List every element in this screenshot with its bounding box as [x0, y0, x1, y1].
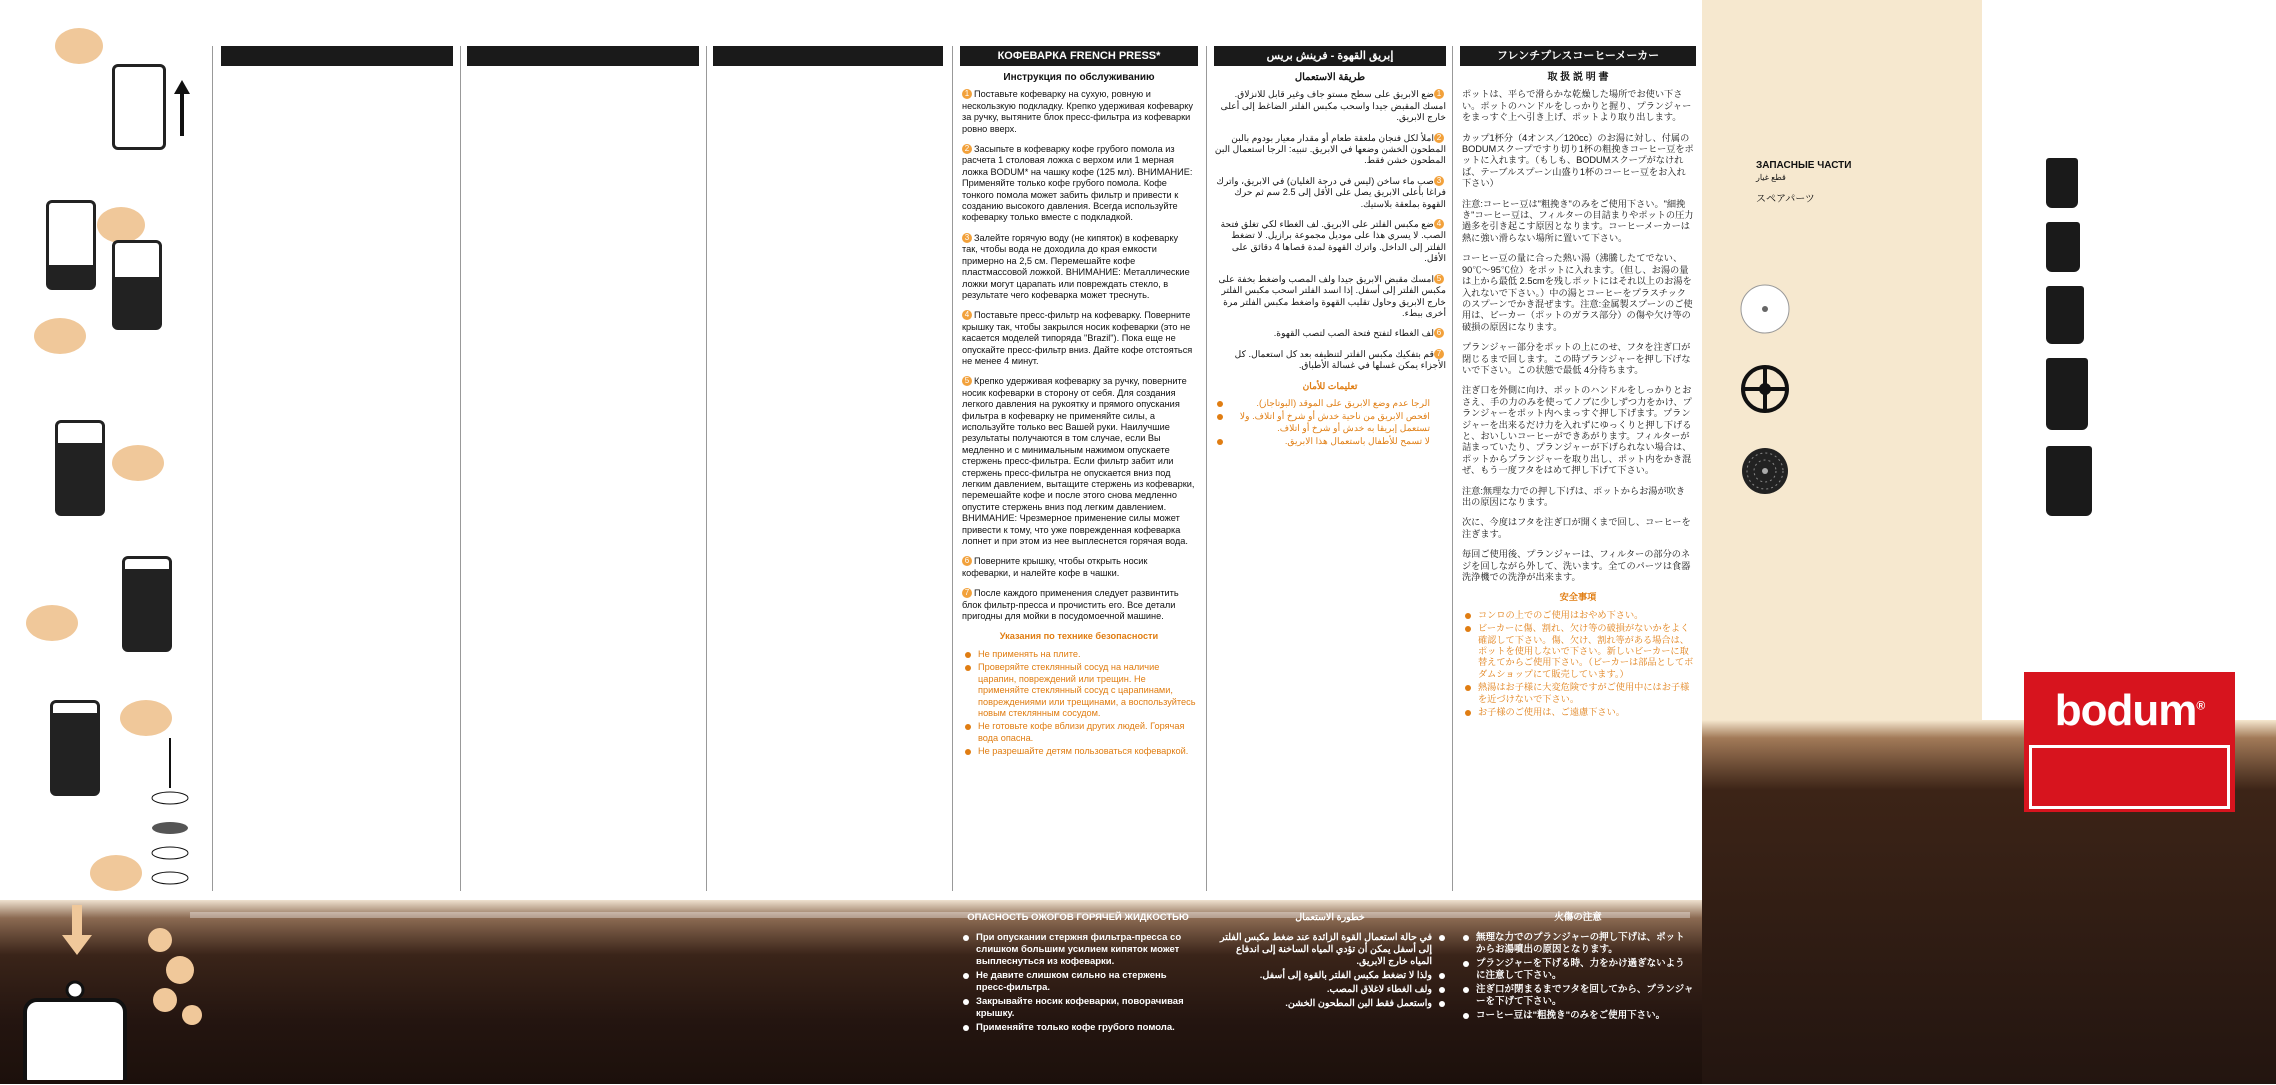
step-text: 2 Засыпьте в кофеварку кофе грубого помола из расчета 1 столовая ложка с верхом или 1 мерная ложка BODUM* на чашку кофе (125 мл). ВНИМАНИЕ: Применяйте только кофе грубого помола. Кофе тонкого помола может забить фильтр и привести к созданию высокого давления. Всегда используйте кофеварку только вместе с подкладкой.	[962, 144, 1193, 223]
step-marker-4	[112, 445, 164, 481]
step-marker-7	[90, 855, 142, 891]
russian-instructions	[962, 72, 1196, 760]
step-text: 注ぎ口を外側に向け、ポットのハンドルをしっかりとおさえ、手の力のみを使ってノブに少しずつ力をかけ、プランジャーをポット内へまっすぐ押し下げます。プランジャーを出来るだけ力を入れずにゆっくりと押し下げると、おいしいコーヒーができあがります。フィルターが詰まっていたり、プランジャーが下げられない場合は、ポットからプランジャーを取り出し、ポット内をかき混ぜ、もう一度フタをはめて押し下げて下さい。	[1462, 385, 1692, 476]
step-marker-1	[55, 28, 103, 64]
japanese-subtitle: 取 扱 説 明 書	[1547, 72, 1609, 83]
step-text: 5امسك مقبض الابريق جيدا ولف المصب واضغط بخفة على مكبس الفلتر إلى أسفل. إذا انسد الفلتر اسحب مكبس الفلتر خارج الابريق وحاول تقليب القهوة واضغط مكبس الفلتر مرة أخرى ببطء.	[1218, 273, 1446, 318]
step-text: 1ضع الابريق على سطح مستو جاف وغير قابل للانزلاق. امسك المقبض جيدا واسحب مكبس الفلتر الضاغط إلى أعلى خارج الابريق.	[1220, 89, 1446, 123]
up-arrow-icon	[178, 80, 186, 130]
blank-column-header-2	[467, 46, 699, 66]
press-illustration-2	[46, 200, 96, 290]
down-arrow-icon	[62, 905, 92, 955]
step-text: 5 Крепко удерживая кофеварку за ручку, поверните носик кофеварки в сторону от себя. Для создания легкого давления на рукоятку и прямого опускания фильтра в кофеварку не применяйте силы, а используйте только вес Вашей руки. Наилучшие результаты получаются в том случае, если Вы медленно и с минимальным нажимом опускаете стержень пресс-фильтра. Если фильтр забит или стержень пресс-фильтра не опускается вниз под легким давлением, вытащите стержень из кофеварки, перемешайте кофе и после этого снова медленно опустите стержень вниз под легким давлением. ВНИМАНИЕ: Чрезмерное применение силы может привести к тому, что уже поврежденная кофеварка лопнет и при этом из нее выплеснется горячая вода.	[962, 376, 1195, 547]
spare-beaker-1	[2046, 158, 2078, 208]
arabic-safety-list: الرجا عدم وضع الابريق على الموقد (البوتاجاز). افحص الابريق من ناحية خدش أو شرخ أو اتلاف. ولا تستعمل إبريقا به خدش أو شرخ أو اتلاف. لا تسمح للأطفال باستعمال هذا الابريق.	[1214, 398, 1446, 448]
step-marker-5	[26, 605, 78, 641]
press-illustration-4	[55, 420, 105, 516]
press-illustration-5	[122, 556, 172, 652]
spare-mesh-filter-icon	[1740, 446, 1790, 496]
step-text: 6 Поверните крышку, чтобы открыть носик кофеварки, и налейте кофе в чашки.	[962, 556, 1148, 578]
russian-header: КОФЕВАРКА FRENCH PRESS*	[960, 46, 1198, 66]
step-text: 毎回ご使用後、プランジャーは、フィルターの部分のネジを回しながら外して、洗います。全てのパーツは食器洗浄機での洗浄が出来ます。	[1462, 549, 1691, 583]
spare-parts-title-ar: قطع غيار	[1756, 173, 1786, 182]
filter-parts-illustration	[150, 738, 190, 898]
step-illustrations	[0, 0, 200, 1084]
russian-safety-title: Указания по технике безопасности	[999, 631, 1159, 642]
arabic-safety-title: تعليمات للأمان	[1302, 380, 1358, 391]
bodum-logo: bodum®	[2024, 672, 2235, 812]
column-divider	[1206, 46, 1207, 891]
column-divider	[706, 46, 707, 891]
spare-beaker-4	[2046, 358, 2088, 430]
column-divider	[952, 46, 953, 891]
step-text: 3صب ماء ساخن (ليس في درجة الغليان) في الابريق، واترك فراغا بأعلى الابريق يصل على الأقل إلى 2.5 سم ثم حرك القهوة بملعقة بلاستيك.	[1216, 175, 1446, 209]
step-text: 次に、今度はフタを注ぎ口が開くまで回し、コーヒーを注ぎます。	[1462, 517, 1691, 539]
step-text: プランジャー部分をポットの上にのせ、フタを注ぎ口が閉じるまで回します。この時プランジャーを押し下げないで下さい。この状態で最低 4分待ちます。	[1462, 342, 1691, 375]
japanese-header: フレンチプレスコーヒーメーカー	[1460, 46, 1696, 66]
spare-parts-heading	[1756, 160, 1876, 206]
step-text: コーヒー豆の量に合った熱い湯（沸騰したてでない、90℃〜95℃位）をポットに入れます。（但し、お湯の量は上から最低 2.5cmを残しポットにはそれ以上のお湯を入れないで下さい。）中の湯とコーヒーをプラスチックのスプーンでかき混ぜます。注意:金属製スプーンのご使用は、ビーカー（ポットのガラス部分）の傷や欠け等の破損の原因になります。	[1462, 253, 1693, 332]
step-text: 3 Залейте горячую воду (не кипяток) в кофеварку так, чтобы вода не доходила до края емкости примерно на 2,5 см. Перемешайте кофе пластмассовой ложкой. ВНИМАНИЕ: Металлические ложки могут царапать или повреждать стекло, в результате чего кофеварка может треснуть.	[962, 232, 1190, 300]
japanese-safety-list: コンロの上でのご使用はおやめ下さい。 ビーカーに傷、割れ、欠け等の破損がないかをよく確認して下さい。傷、欠け、割れ等がある場合は、ポットを使用しないで下さい。新しいビーカーに取替えてからご使用下さい。（ビーカーは部品としてボダムショップにて販売しています。） 熱湯はお子様に大変危険ですがご使用中にはお子様を近づけないで下さい。 お子様のご使用は、ご遠慮下さい。	[1462, 610, 1694, 719]
step-text: カップ1杯分（4オンス／120cc）のお湯に対し、付属のBODUMスクープですり切り1杯の粗挽きコーヒー豆をポットに入れます。（もしも、BODUMスクープがなければ、テーブルスプーン山盛り1杯のコーヒー豆をお入れ下さい）	[1462, 132, 1694, 189]
arabic-subtitle: طريقة الاستعمال	[1294, 72, 1366, 83]
step-marker-2	[97, 207, 145, 243]
step-text: ポットは、平らで滑らかな乾燥した場所でお使い下さい。ポットのハンドルをしっかりと握り、プランジャーをまっすぐ上へ引き上げ、ポットより取り出します。	[1462, 89, 1692, 123]
column-divider	[212, 46, 213, 891]
spare-parts-title-ru: ЗАПАСНЫЕ ЧАСТИ	[1756, 160, 1852, 171]
blank-column-header-3	[713, 46, 943, 66]
spare-beaker-3	[2046, 286, 2084, 344]
arabic-instructions	[1214, 72, 1446, 450]
step-text: 7قم بتفكيك مكبس الفلتر لتنظيفه بعد كل استعمال. كل الأجزاء يمكن غسلها في غسالة الأطباق.	[1234, 348, 1446, 371]
steam-press-illustration	[20, 970, 130, 1080]
step-text: 4ضع مكبس الفلتر على الابريق. لف الغطاء لكي تغلق فتحة الصب. لا يسري هذا على موديل مجموعة برازيل. لا تضغط الفلتر إلى الداخل. واترك القهوة لمدة قصاها 4 دقائق على الأقل.	[1220, 219, 1446, 264]
japanese-safety-title: 安全事項	[1559, 592, 1597, 603]
column-divider	[1452, 46, 1453, 891]
arabic-burn-warning: خطورة الاستعمال في حالة استعمال القوة الزائدة عند ضغط مكبس الفلتر إلى أسفل يمكن أن تؤدي المياه الساخنة إلى اندفاع المياه خارج الابريق. ولذا لا تضغط مكبس الفلتر بالقوة إلى أسفل. ولف الغطاء لاغلاق المصب. واستعمل فقط البن المطحون الخشن.	[1214, 912, 1446, 1012]
spare-beaker-2	[2046, 222, 2080, 272]
press-illustration-3	[112, 240, 162, 330]
blank-column-header-1	[221, 46, 453, 66]
step-text: 1 Поставьте кофеварку на сухую, ровную и нескользкую подкладку. Крепко удерживая кофеварку за ручку, вытяните блок пресс-фильтра из кофеварки ровно вверх.	[962, 89, 1193, 134]
arabic-header: إبريق القهوة - فرينش بريس	[1214, 46, 1446, 66]
russian-subtitle: Инструкция по обслуживанию	[1003, 72, 1155, 83]
press-illustration-6	[50, 700, 100, 796]
steam-burst-icon	[140, 920, 210, 1030]
spare-disc-icon	[1740, 284, 1790, 334]
coffee-band	[0, 900, 1702, 1084]
step-marker-6	[120, 700, 172, 736]
japanese-instructions	[1462, 72, 1694, 721]
step-text: 注意:無理な力での押し下げは、ポットからお湯が吹き出の原因になります。	[1462, 485, 1686, 507]
step-text: 注意:コーヒー豆は"粗挽き"のみをご使用下さい。"細挽き"コーヒー豆は、フィルターの目詰まりやポットの圧力過多を引き起こす原因となります。コーヒーメーカーは熱に強い滑らない場所に置いて下さい。	[1462, 198, 1694, 243]
step-text: 7 После каждого применения следует развинтить блок фильтр-пресса и прочистить его. Все детали пригодны для мойки в посудомоечной машине.	[962, 588, 1179, 622]
step-marker-3	[34, 318, 86, 354]
step-text: 6لف الغطاء لتفتح فتحة الصب لتصب القهوة.	[1214, 328, 1446, 339]
japanese-burn-warning: 火傷の注意 無理な力でのプランジャーの押し下げは、ポットからお湯噴出の原因となります。 プランジャーを下げる時、力をかけ過ぎないように注意して下さい。 注ぎ口が閉まるまでフタを回してから、プランジャーを下げて下さい。 コーヒー豆は"粗挽き"のみをご使用下さい。	[1462, 912, 1694, 1024]
spare-beaker-5	[2046, 446, 2092, 516]
russian-burn-warning: ОПАСНОСТЬ ОЖОГОВ ГОРЯЧЕЙ ЖИДКОСТЬЮ При опускании стержня фильтра-пресса со слишком большим усилием кипяток может выплеснуться из кофеварки. Не давите слишком сильно на стержень пресс-фильтра. Закрывайте носик кофеварки, поворачивая крышку. Применяйте только кофе грубого помола.	[962, 912, 1194, 1036]
spare-parts-title-jp: スペアパーツ	[1756, 194, 1815, 205]
press-illustration-1	[112, 64, 166, 150]
column-divider	[460, 46, 461, 891]
spare-cross-plate-icon	[1740, 364, 1790, 414]
step-text: 2املأ لكل فنجان ملعقة طعام أو مقدار معيار بودوم بالبن المطحون الخشن وضعها في الابريق. تنبيه: الرجا استعمال البن المطحون خشن فقط.	[1214, 132, 1446, 166]
russian-safety-list: Не применять на плите. Проверяйте стеклянный сосуд на наличие царапин, повреждений или трещин. Не применяйте стеклянный сосуд с царапинами, повреждениями или трещинами, а воспользуйтесь новым стеклянным сосудом. Не готовьте кофе вблизи других людей. Горячая вода опасна. Не разрешайте детям пользоваться кофеваркой.	[962, 649, 1196, 758]
step-text: 4 Поставьте пресс-фильтр на кофеварку. Поверните крышку так, чтобы закрылся носик кофеварки (это не касается моделей типоряда "Brazil"). Пока еще не опускайте пресс-фильтр вниз. Дайте кофе отстояться не менее 4 минут.	[962, 310, 1193, 366]
